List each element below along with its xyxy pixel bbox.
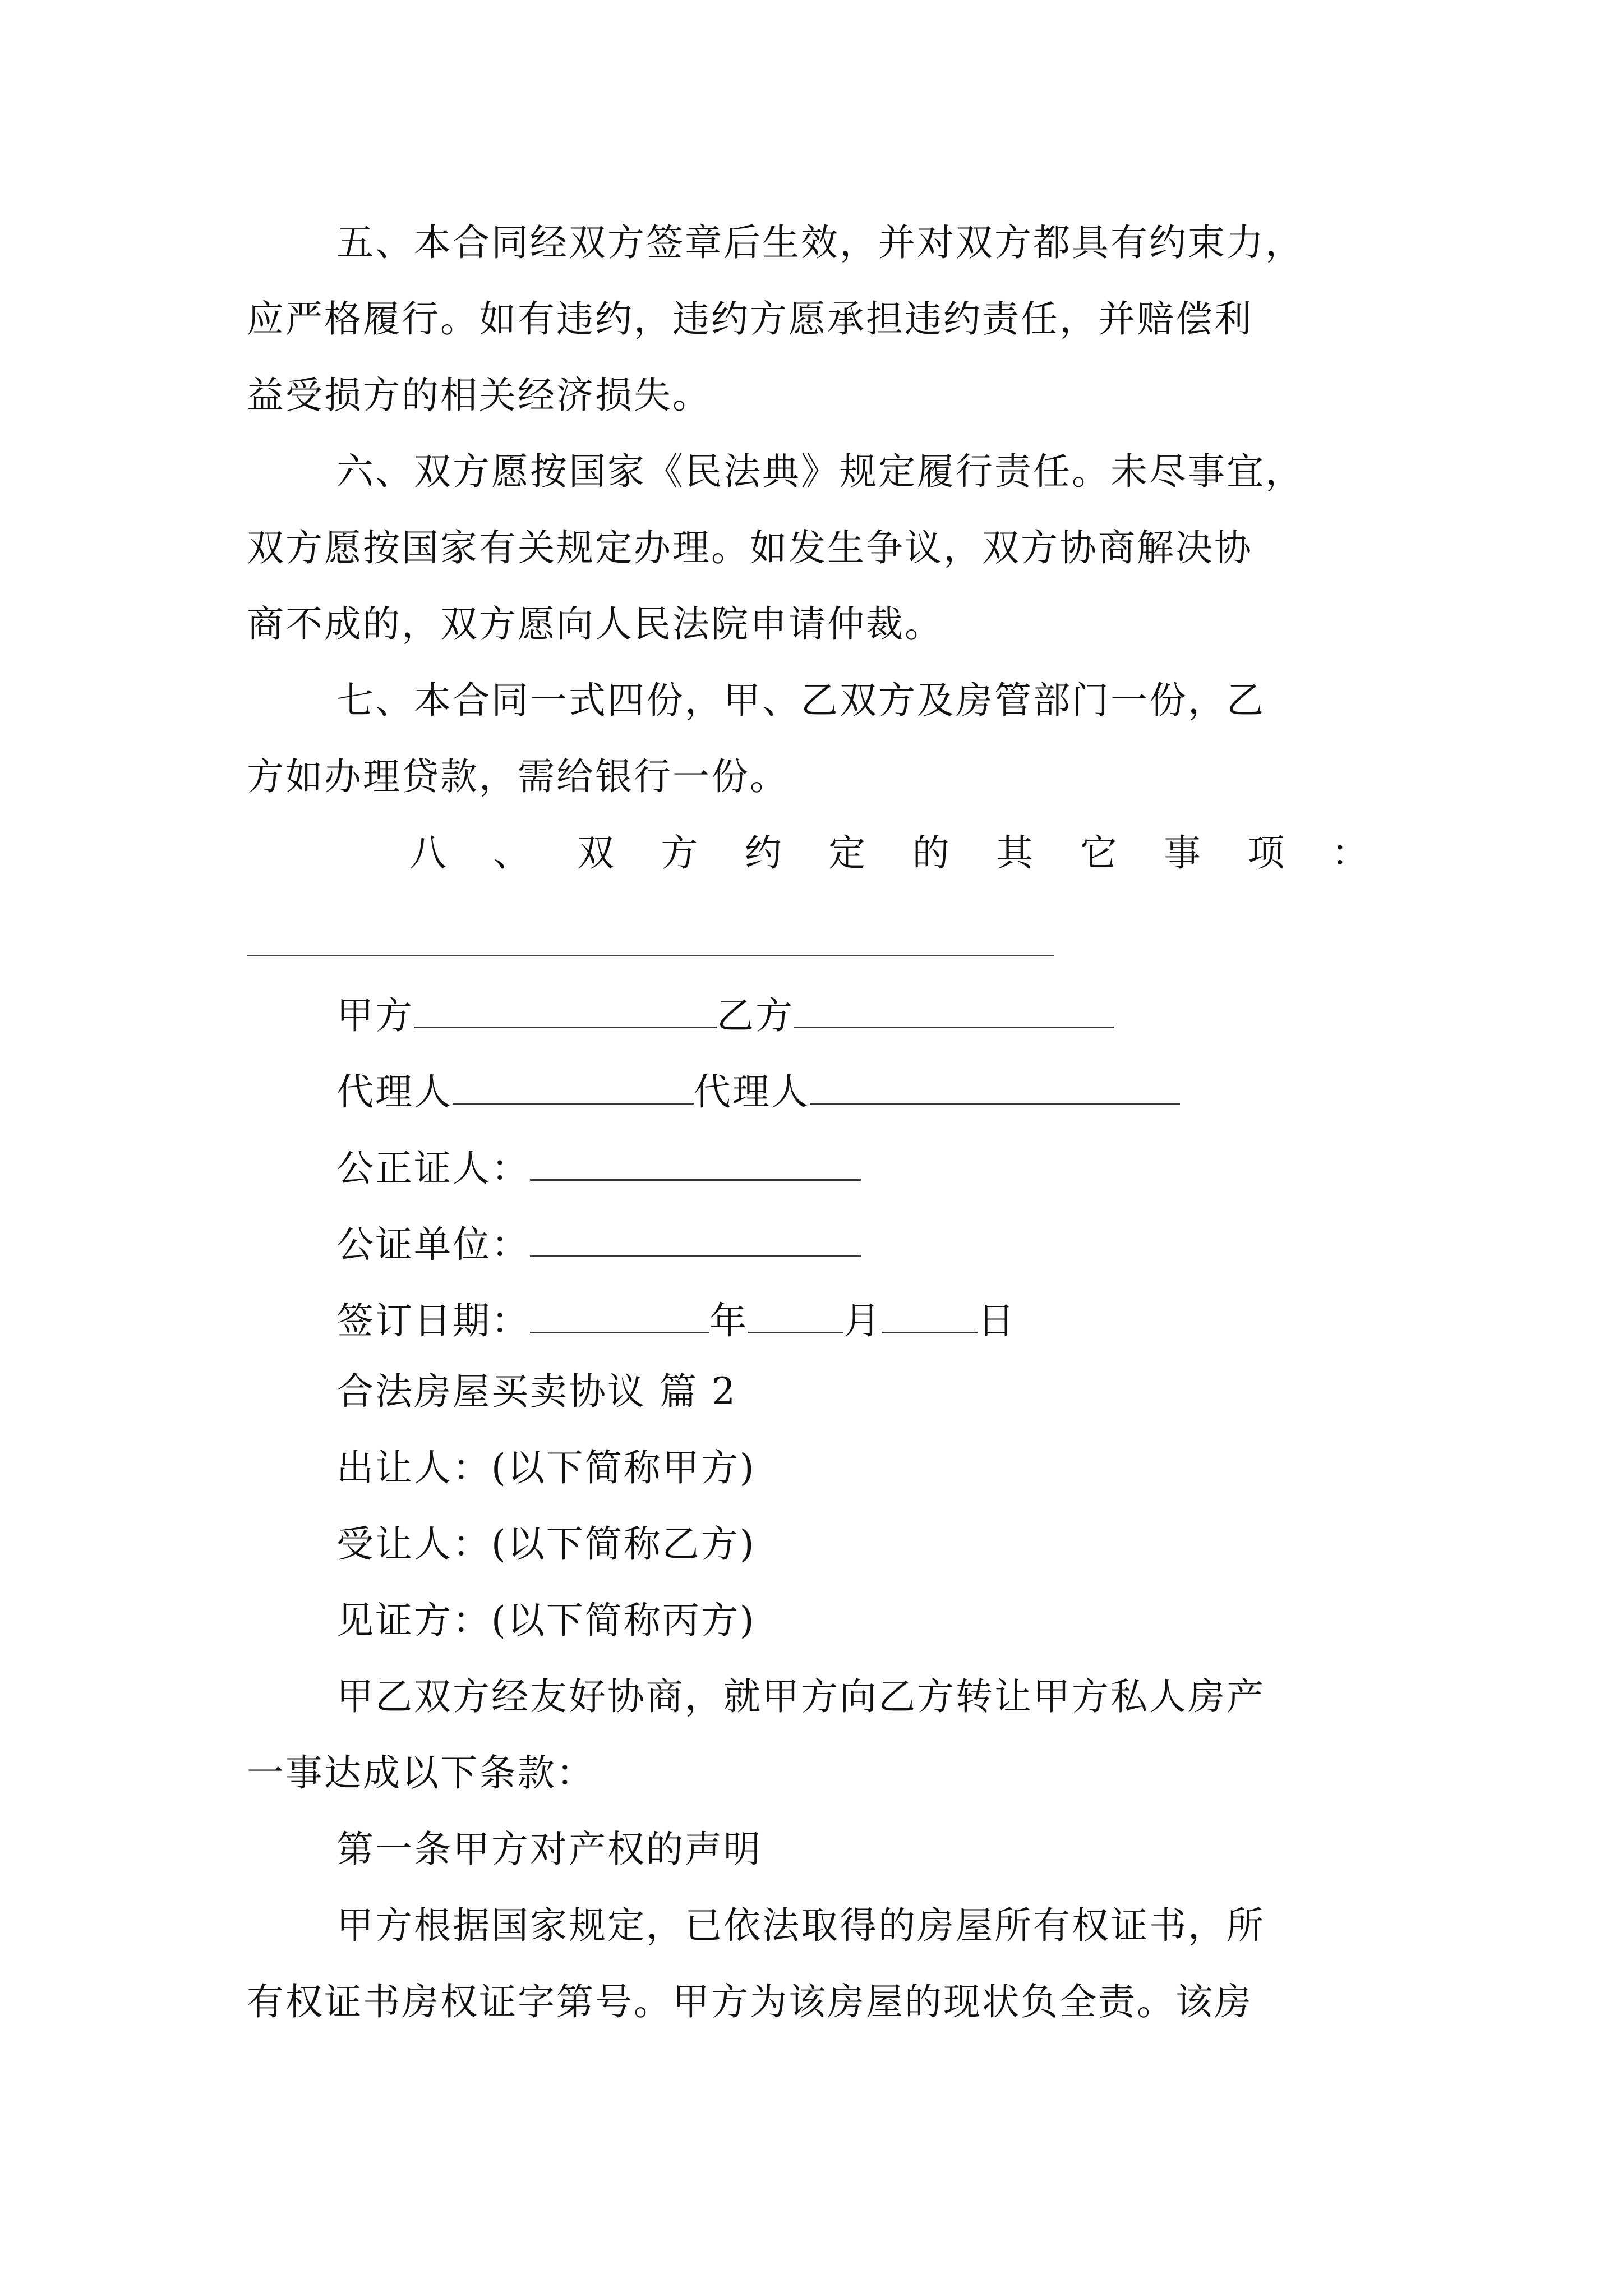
clause-5-line-1: 五、本合同经双方签章后生效，并对双方都具有约束力，	[336, 221, 1304, 264]
clause-8-char: 双	[577, 831, 614, 875]
seller-line: 出让人：(以下简称甲方)	[336, 1446, 756, 1489]
witness-line: 见证方：(以下简称丙方)	[336, 1599, 756, 1642]
clause-8-char: 它	[1080, 831, 1117, 875]
agent-a-label: 代理人	[336, 1070, 453, 1114]
clause-6-line-2: 双方愿按国家有关规定办理。如发生争议，双方协商解决协	[247, 526, 1253, 569]
agent-a-blank	[453, 1068, 694, 1105]
notary-unit-line	[336, 1221, 861, 1266]
party-a-blank	[414, 992, 717, 1028]
intro-line-2: 一事达成以下条款：	[247, 1751, 595, 1795]
day-blank	[882, 1297, 978, 1333]
clause-5-line-2: 应严格履行。如有违约，违约方愿承担违约责任，并赔偿利	[247, 297, 1253, 341]
intro-line-1: 甲乙双方经友好协商，就甲方向乙方转让甲方私人房产	[336, 1675, 1265, 1718]
article-1-line-2: 有权证书房权证字第号。甲方为该房屋的现状负全责。该房	[247, 1980, 1253, 2023]
clause-7-line-2: 方如办理贷款，需给银行一份。	[247, 755, 789, 798]
agent-b-blank	[810, 1068, 1180, 1105]
article-1-title: 第一条甲方对产权的声明	[336, 1828, 762, 1871]
agreement-2-title: 合法房屋买卖协议 篇 2	[336, 1370, 737, 1413]
notary-person-blank	[530, 1144, 861, 1181]
clause-8-char: 项	[1247, 831, 1285, 875]
year-label: 年	[709, 1299, 748, 1342]
article-1-line-1: 甲方根据国家规定，已依法取得的房屋所有权证书，所	[336, 1904, 1265, 1947]
month-label: 月	[843, 1299, 882, 1342]
clause-8-char: ：	[1331, 831, 1368, 875]
notary-person-label: 公正证人：	[336, 1147, 530, 1190]
clause-8-char: 其	[996, 831, 1034, 875]
sign-date-label: 签订日期：	[336, 1299, 530, 1342]
party-b-label: 乙方	[717, 994, 794, 1037]
clause-8-char: 方	[661, 831, 698, 875]
buyer-line: 受让人：(以下简称乙方)	[336, 1522, 756, 1566]
clause-8-heading	[409, 831, 1368, 875]
clause-5-line-3: 益受损方的相关经济损失。	[247, 374, 711, 417]
clause-8-char: 、	[493, 831, 531, 875]
party-b-blank	[794, 992, 1114, 1028]
clause-8-char: 的	[912, 831, 949, 875]
clause-7-line-1: 七、本合同一式四份，甲、乙双方及房管部门一份，乙	[336, 679, 1265, 722]
day-label: 日	[978, 1299, 1016, 1342]
notary-unit-label: 公证单位：	[336, 1223, 530, 1266]
party-a-label: 甲方	[336, 994, 414, 1037]
clause-8-char: 八	[409, 831, 446, 875]
notary-person-line	[336, 1144, 861, 1190]
sign-date-line	[336, 1297, 1016, 1340]
clause-6-line-3: 商不成的，双方愿向人民法院申请仲裁。	[247, 602, 943, 646]
agent-b-label: 代理人	[694, 1070, 810, 1114]
clause-8-fill-line	[247, 955, 1054, 956]
clause-6-line-1: 六、双方愿按国家《民法典》规定履行责任。未尽事宜，	[336, 450, 1304, 493]
clause-8-char: 定	[828, 831, 866, 875]
clause-8-char: 约	[744, 831, 782, 875]
year-blank	[530, 1297, 709, 1333]
party-line	[336, 992, 1114, 1037]
month-blank	[748, 1297, 843, 1333]
agent-line	[336, 1068, 1180, 1114]
clause-8-char: 事	[1164, 831, 1201, 875]
notary-unit-blank	[530, 1221, 861, 1257]
